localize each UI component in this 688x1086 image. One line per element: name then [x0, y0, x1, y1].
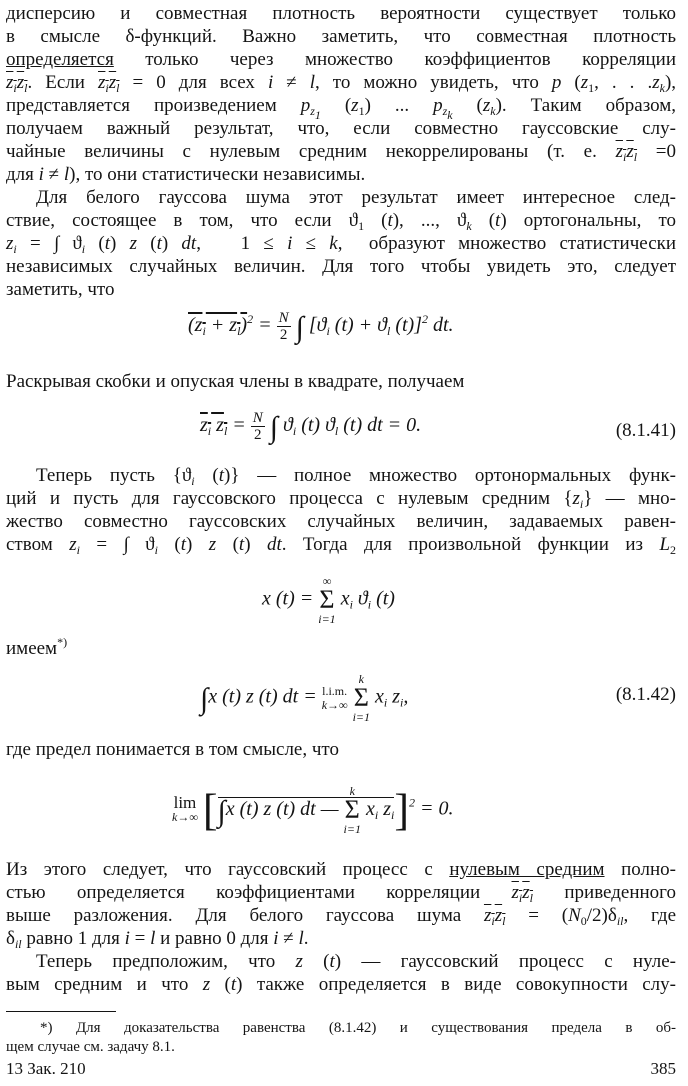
text-line-14: Теперь пусть {$ϑ_i$ (t)} — полное множество ортонормальных функ- — [36, 465, 677, 488]
text-line-19: стью определяется коэффициентами корреляции $z_iz_l$ приведенного — [6, 882, 676, 905]
text-line-15: ций и пусть для гауссовского процесса с нулевым средним $\{z_i\}$ — мно- — [6, 488, 676, 511]
text-line-9: Для белого гауссова шума этот результат имеет интересное след- — [36, 187, 676, 208]
text-line-1: дисперсию и совместная плотность вероятности существует только — [6, 3, 676, 24]
equation-number-42: (8.1.42) — [615, 684, 676, 705]
text-line-21: $\delta_{il}$ равно 1 для i = l и равно 0 для i ≠ l. — [6, 928, 309, 951]
equation-5: lim k→∞ [∫x (t) z (t) dt — k Σ i=1 $x_i$ $z_i]^2 = 0$. — [172, 784, 454, 836]
page-number: 385 — [650, 1059, 676, 1078]
printer-signature: 13 Зак. 210 — [6, 1059, 86, 1078]
footnote-rule — [6, 1011, 116, 1012]
text-line-17: ством $z_i$ = ∫ $ϑ_i$ (t) z (t) dt. Тогда для произвольной функции из $L_2$ — [6, 534, 677, 557]
text-line-16: жество совместно гауссовских случайных величин, задаваемых равен- — [6, 511, 676, 532]
text-line-4: $z_iz_l$. Если $z_iz_l = 0$ для всех i ≠ l, то можно увидеть, что p ($z_1$, . . $.z_k$), — [6, 72, 677, 95]
text-line-12: независимых случайных величин. Для того чтобы увидеть это, следует — [6, 256, 676, 277]
text-line-18: Из этого следует, что гауссовский процесс с нулевым средним полно- — [6, 859, 676, 880]
text-line-22: Теперь предположим, что z (t) — гауссовский процесс с нуле- — [36, 951, 676, 972]
text-line-7: чайные величины с нулевым средним некоррелированы (т. е. $z_iz_l =0$ — [6, 141, 676, 164]
text-line-13: заметить, что — [6, 279, 115, 300]
footnote-line-2: щем случае см. задачу 8.1. — [6, 1039, 175, 1055]
text-para-4: имеем*) — [6, 635, 68, 659]
equation-3: x (t) = ∞ Σ i=1 $x_i$ $ϑ_i$ (t) — [262, 574, 395, 626]
equation-number-41: (8.1.41) — [615, 420, 676, 441]
equation-1: $(z_i + z_l)^2$ = $\frac{N}{2}$ ∫ [$ϑ_i$ $(t) + ϑ_l$ (t)]$^2$ dt. — [188, 309, 454, 344]
text-line-6: получаем важный результат, что, если совместно гауссовские слу- — [6, 118, 676, 139]
text-line-11: $z_i$ = ∫ $ϑ_i$ (t) z (t) dt, 1 ≤ i ≤ k, образуют множество статистически — [6, 233, 677, 256]
text-line-8: для i ≠ l), то они статистически независимы. — [6, 164, 366, 185]
text-line-20: выше разложения. Для белого гауссова шума $z_iz_l = (N_0/2)\delta_{il}$, где — [6, 905, 677, 928]
text-line-5: представляется произведением $p_{z_1}$ $(z_1)$ ... $p_{z_k}$ $(z_k)$. Таким образом, — [6, 95, 677, 122]
text-line-2: в смысле δ-функций. Важно заметить, что совместная плотность — [6, 26, 676, 47]
equation-4: ∫x (t) z (t) dt = l.i.m. k→∞ k Σ i=1 $x_i$ $z_i$, — [200, 672, 409, 724]
text-para-2: Раскрывая скобки и опуская члены в квадрате, получаем — [6, 371, 465, 392]
text-line-23: вым средним и что z (t) также определяется в виде совокупности слу- — [6, 974, 676, 995]
equation-2: $z_i$ $z_l$ = $\frac{N}{2}$ ∫ $ϑ_i$ (t) $ϑ_l$ (t) dt = 0. — [200, 410, 422, 445]
text-line-3: определяется только через множество коэффициентов корреляции — [6, 49, 676, 70]
text-line-10: ствие, состоящее в том, что если $ϑ_1$ (t), ..., $ϑ_k$ (t) ортогональны, то — [6, 210, 677, 233]
footnote-line-1: *) Для доказательства равенства (8.1.42) и существования предела в об- — [40, 1020, 676, 1036]
text-para-5: где предел понимается в том смысле, что — [6, 739, 339, 760]
